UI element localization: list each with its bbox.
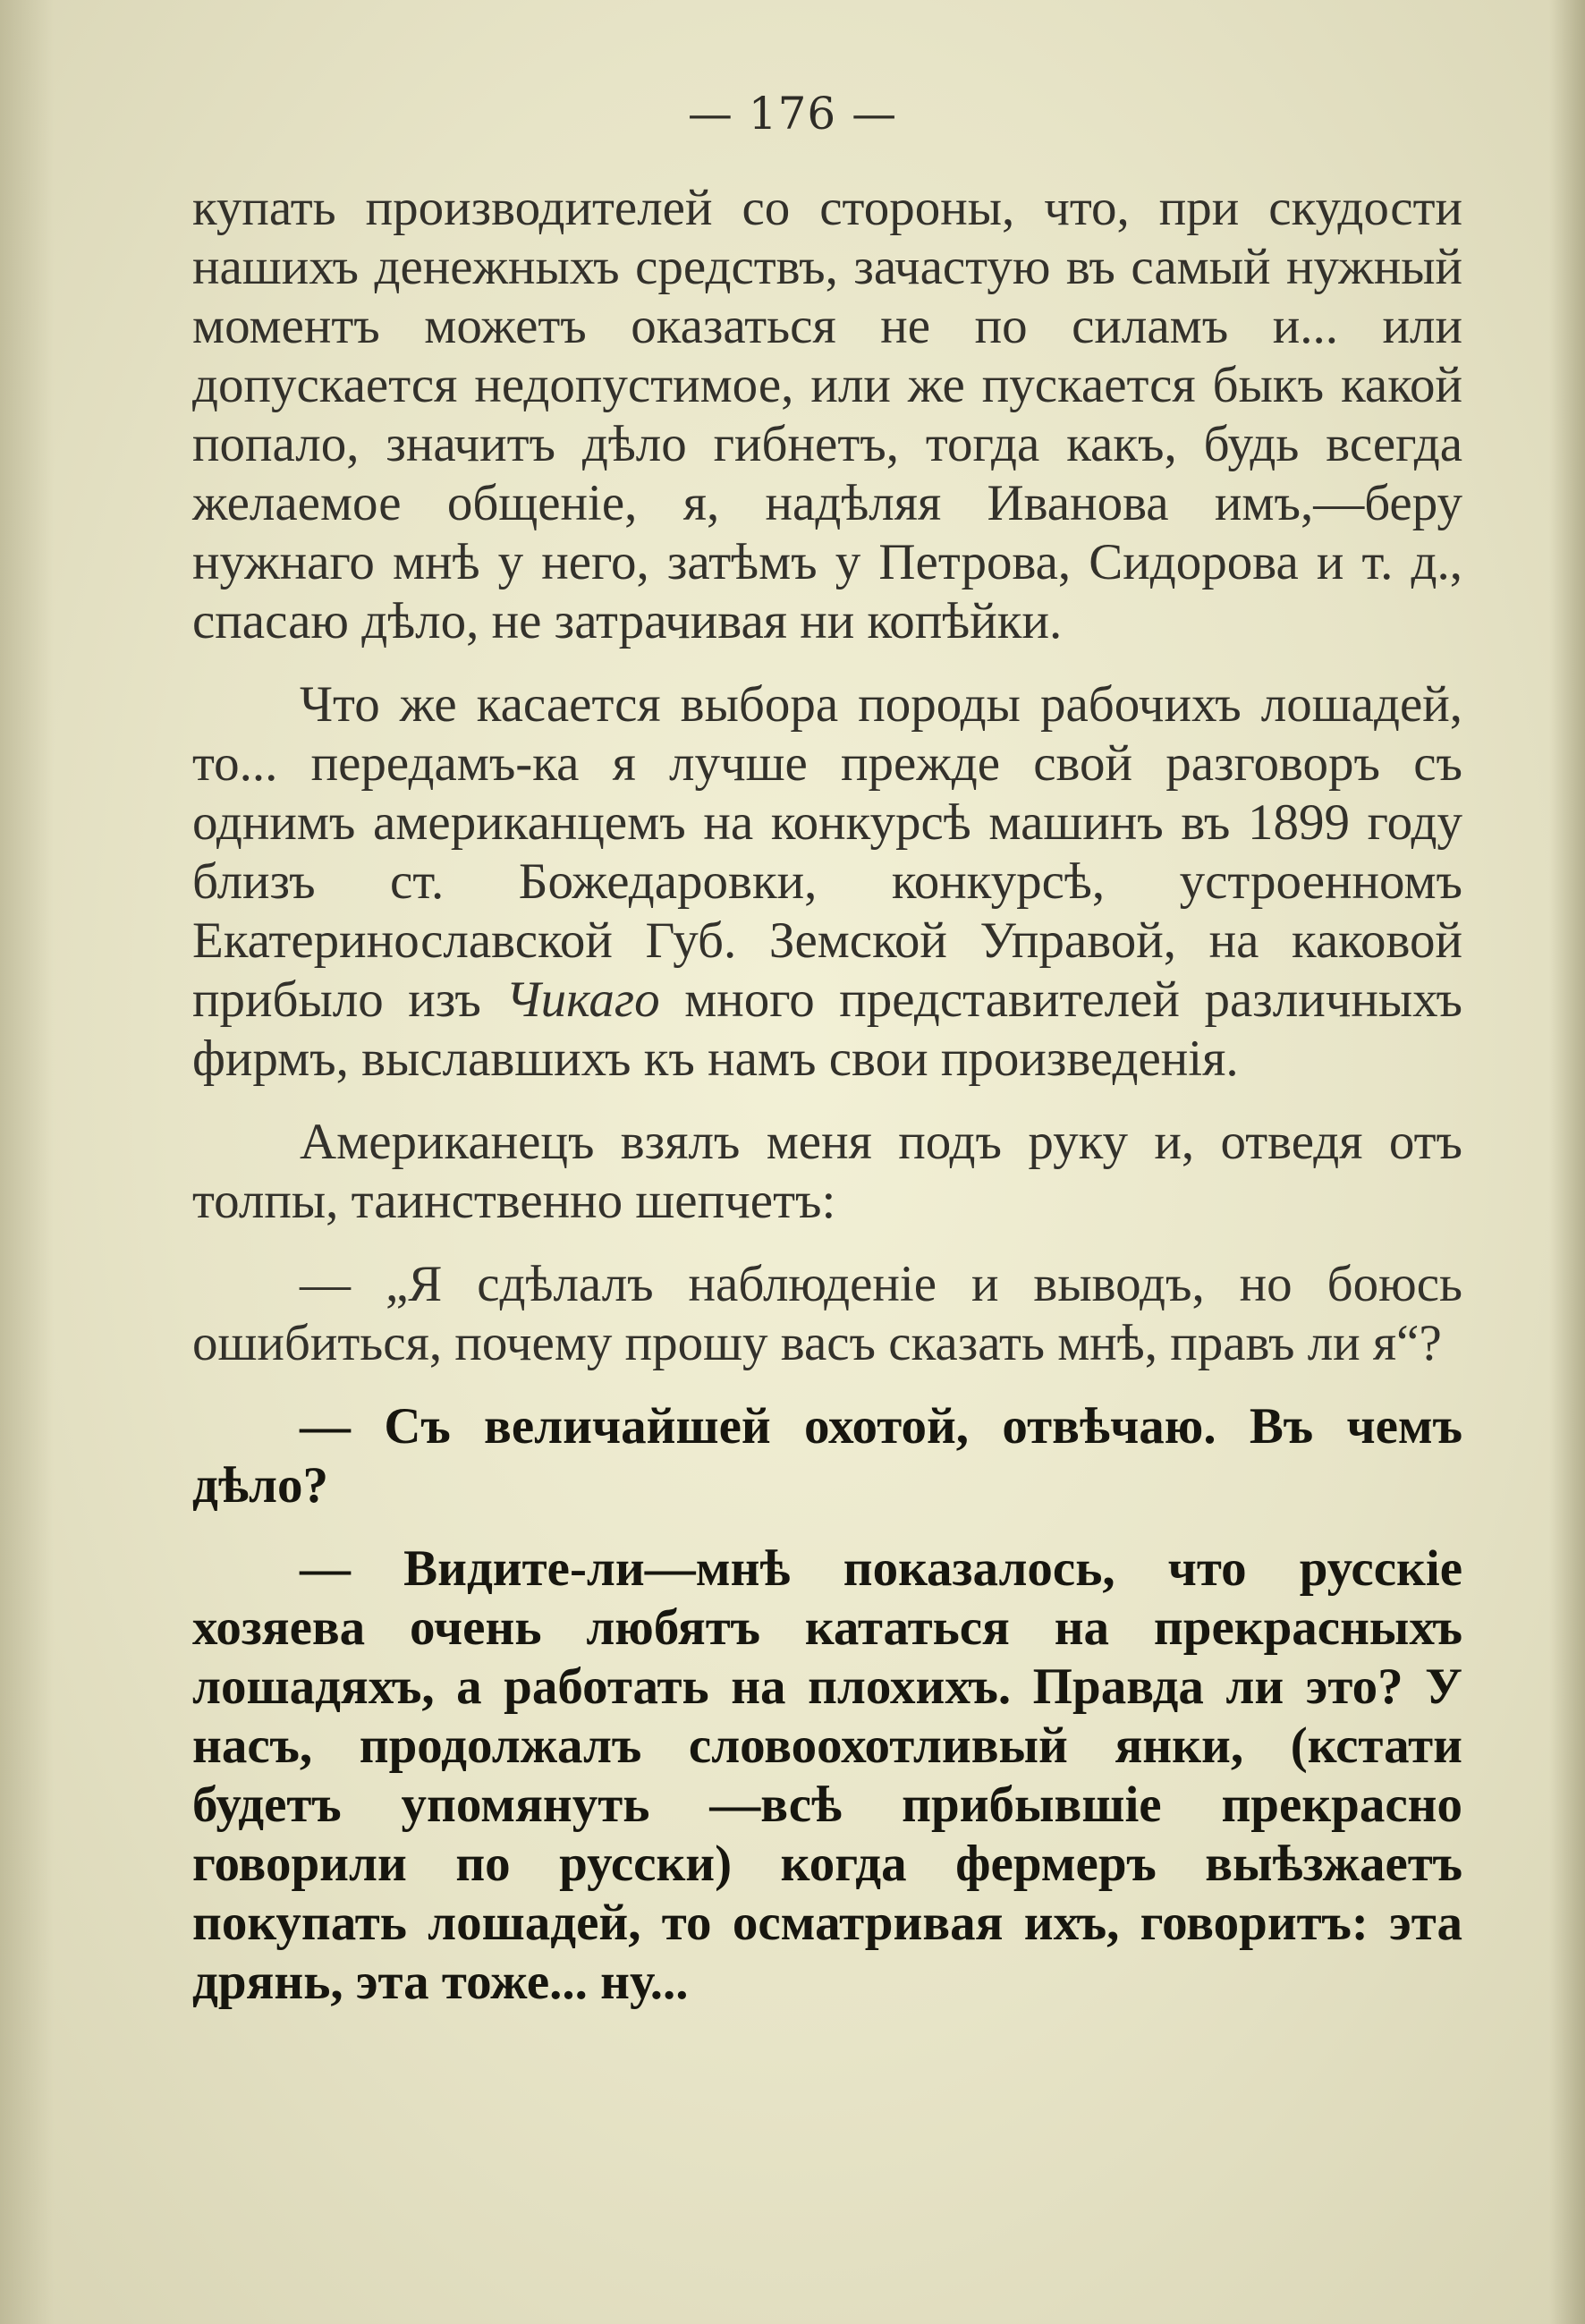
paragraph-2: [192, 675, 1462, 1089]
paragraph-2-italic-city: Чикаго: [505, 971, 660, 1028]
paragraph-5: — Съ величайшей охотой, отвѣчаю. Въ чемъ дѣло?: [192, 1398, 1462, 1514]
paragraph-2-text-after: много представителей различныхъ фирмъ, выславшихъ къ намъ свои произведенія.: [192, 971, 1462, 1087]
paragraph-4: — „Я сдѣлалъ наблюденіе и выводъ, но боюсь ошибиться, почему прошу васъ сказать мнѣ, правъ ли я“?: [192, 1256, 1462, 1371]
paragraph-6: — Видите-ли—мнѣ показалось, что русскіе хозяева очень любятъ кататься на прекрасныхъ лошадяхъ, а работать на плохихъ. Правда ли это? У насъ, продолжалъ словоохотливый янки, (кстати будетъ упомянуть —всѣ прибывшіе прекрасно говорили по русски) когда фермеръ выѣзжаетъ покупать лошадей, то осматривая ихъ, говоритъ: эта дрянь, эта тоже... ну...: [192, 1540, 1462, 2010]
paragraph-3: Американецъ взялъ меня подъ руку и, отведя отъ толпы, таинственно шепчетъ:: [192, 1114, 1462, 1229]
page-number: — 176 —: [687, 88, 898, 140]
paragraph-2-text-before: Что же касается выбора породы рабочихъ лошадей, то... передамъ-ка я лучше прежде свой разговоръ съ однимъ американцемъ на конкурсѣ машинъ въ 1899 году близъ ст. Божедаровки, конкурсѣ, устроенномъ Екатеринославской Губ. Земской Управой, на каковой прибыло изъ: [192, 676, 1462, 1028]
body-text: [192, 179, 1462, 2036]
paragraph-1: купать производителей со стороны, что, при скудости нашихъ денежныхъ средствъ, зачастую въ самый нужный моментъ можетъ оказаться не по силамъ и... или допускается недопустимое, или же пускается быкъ какой попало, значитъ дѣло гибнетъ, тогда какъ, будь всегда желаемое общеніе, я, надѣляя Иванова имъ,—беру нужнаго мнѣ у него, затѣмъ у Петрова, Сидорова и т. д., спасаю дѣло, не затрачивая ни копѣйки.: [192, 180, 1462, 649]
